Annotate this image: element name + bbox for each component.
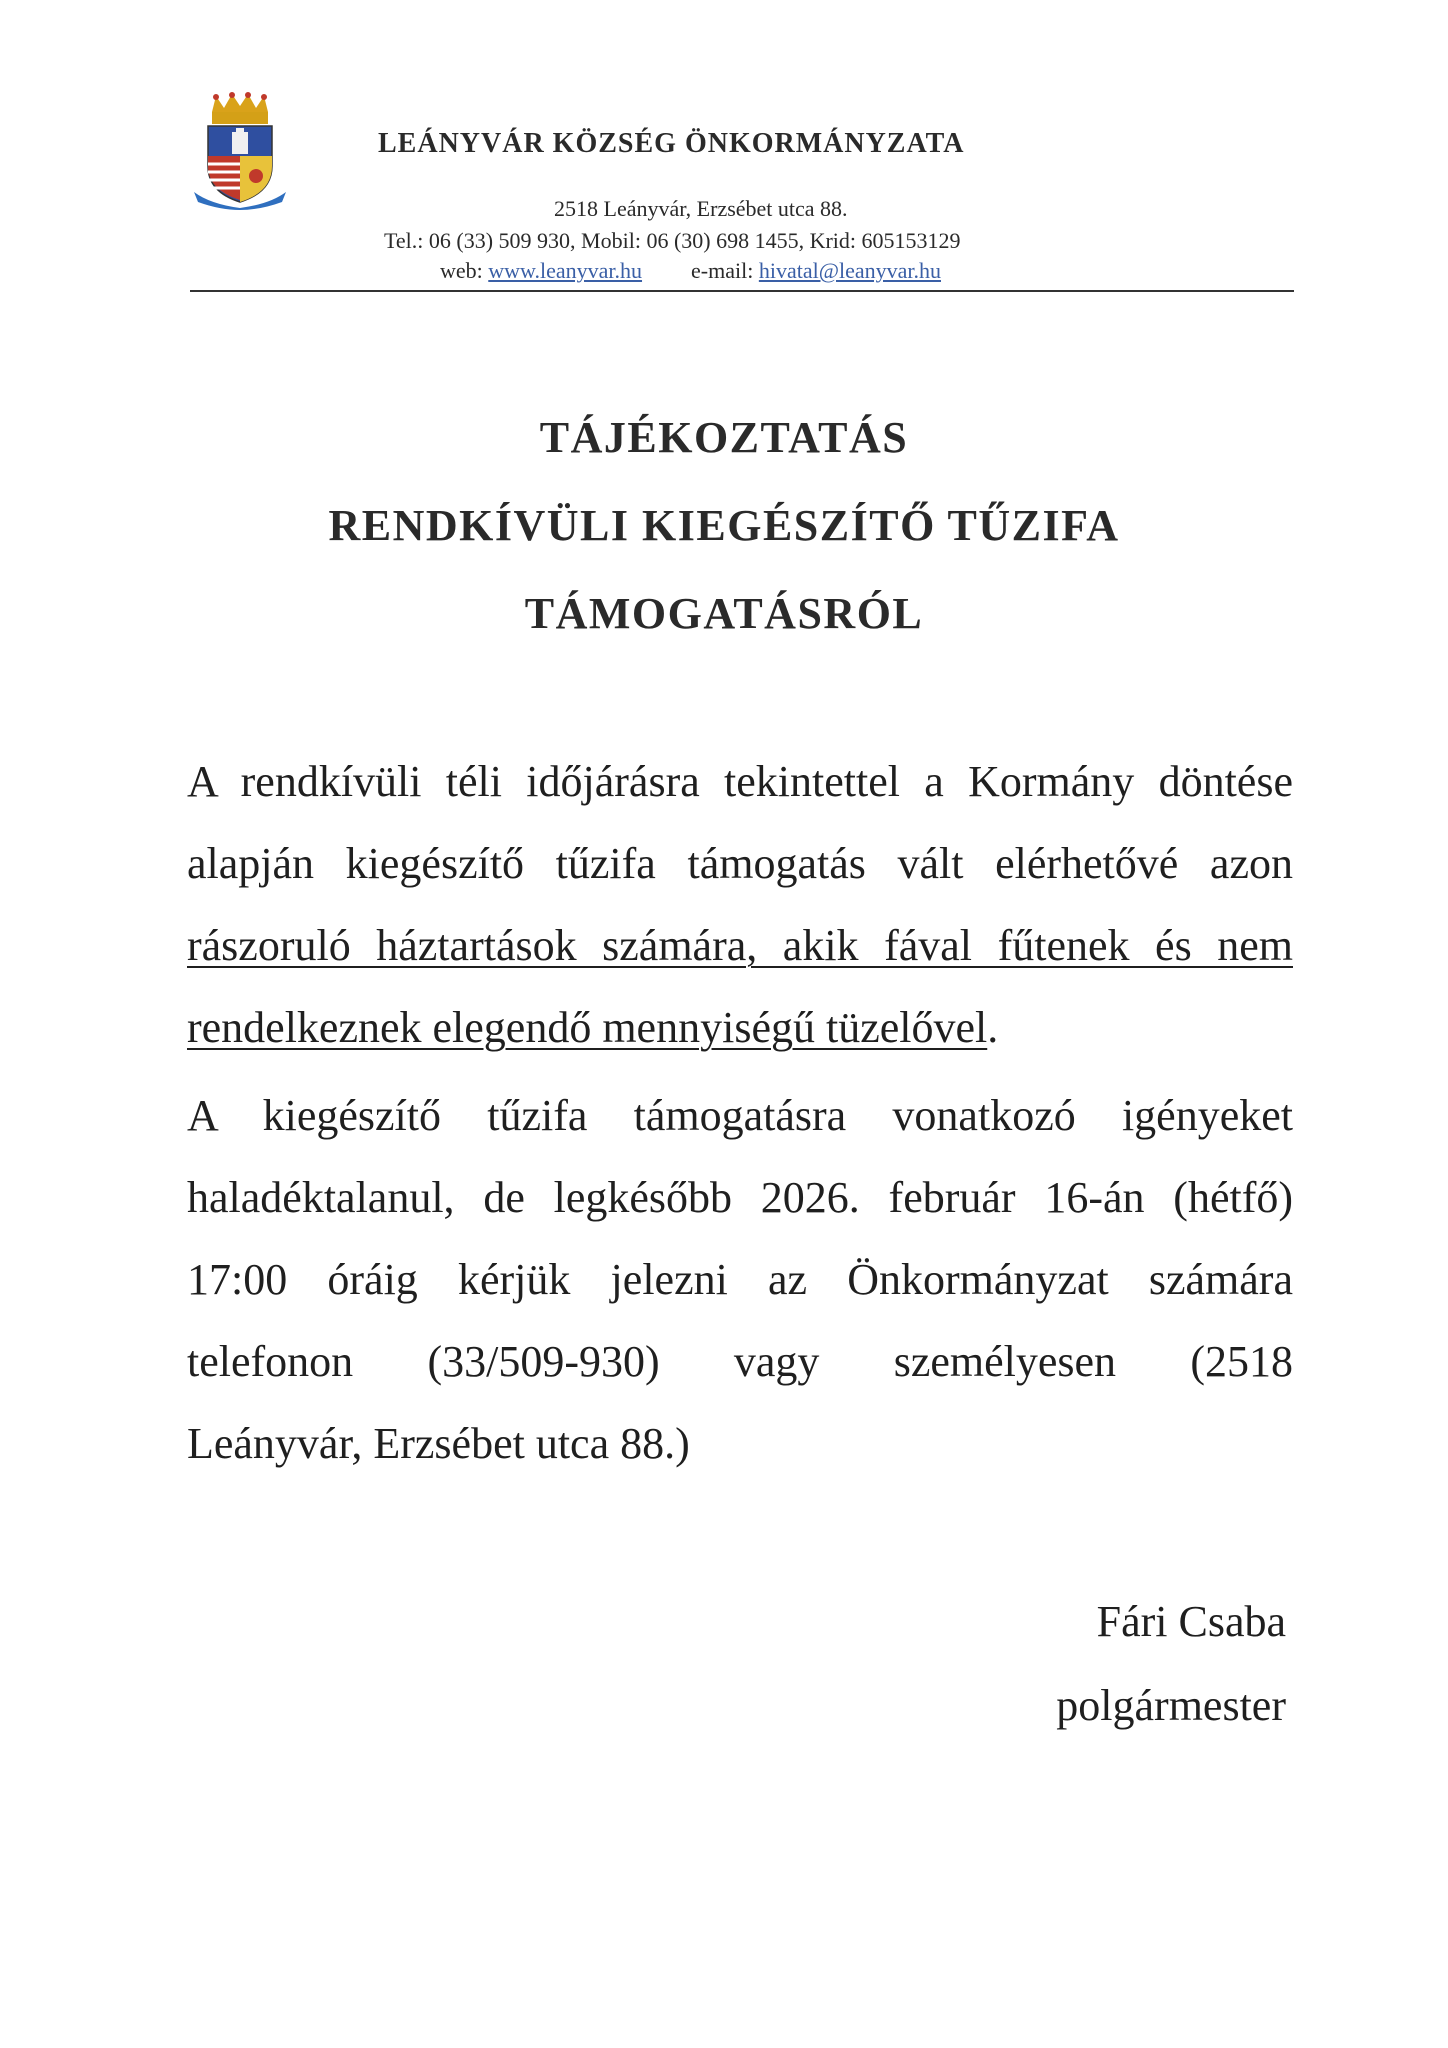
body-line: 17:00 óráig kérjük jelezni az Önkormányzat számára [187, 1255, 1293, 1304]
body-line-underlined: rendelkeznek elegendő mennyiségű tüzelővel [187, 1003, 988, 1052]
signatory-name: Fári Csaba [1096, 1597, 1286, 1646]
document-title: TÁJÉKOZTATÁS [539, 413, 909, 462]
website-link[interactable]: www.leanyvar.hu [488, 258, 643, 283]
body-line [187, 1002, 1293, 1054]
body-line: Leányvár, Erzsébet utca 88.) [187, 1419, 690, 1468]
email-link[interactable]: hivatal@leanyvar.hu [758, 258, 941, 283]
body-line-period: . [987, 1003, 999, 1052]
coat-of-arms-icon [190, 92, 290, 210]
body-line: telefonon (33/509-930) vagy személyesen (2518 [187, 1337, 1293, 1386]
document-subtitle-line-2: TÁMOGATÁSRÓL [524, 589, 924, 638]
document-subtitle-line-1: RENDKÍVÜLI KIEGÉSZÍTŐ TŰZIFA [328, 501, 1120, 550]
organization-name: LEÁNYVÁR KÖZSÉG ÖNKORMÁNYZATA [378, 128, 965, 159]
letterhead-address: 2518 Leányvár, Erzsébet utca 88. [554, 196, 848, 221]
letterhead-divider [190, 290, 1294, 292]
letterhead-web-email [440, 258, 941, 284]
letterhead-contacts: Tel.: 06 (33) 509 930, Mobil: 06 (30) 698 1455, Krid: 605153129 [384, 228, 961, 253]
body-line: A kiegészítő tűzifa támogatásra vonatkozó igényeket [187, 1091, 1293, 1140]
email-label: e-mail: [691, 258, 754, 283]
body-line: haladéktalanul, de legkésőbb 2026. február 16-án (hétfő) [187, 1173, 1293, 1222]
web-label: web: [440, 258, 483, 283]
body-line-underlined: rászoruló háztartások számára, akik fával fűtenek és nem [187, 921, 1293, 970]
body-line: alapján kiegészítő tűzifa támogatás vált elérhetővé azon [187, 839, 1293, 888]
signatory-role: polgármester [1056, 1681, 1286, 1730]
body-line: A rendkívüli téli időjárásra tekintettel a Kormány döntése [187, 757, 1293, 806]
